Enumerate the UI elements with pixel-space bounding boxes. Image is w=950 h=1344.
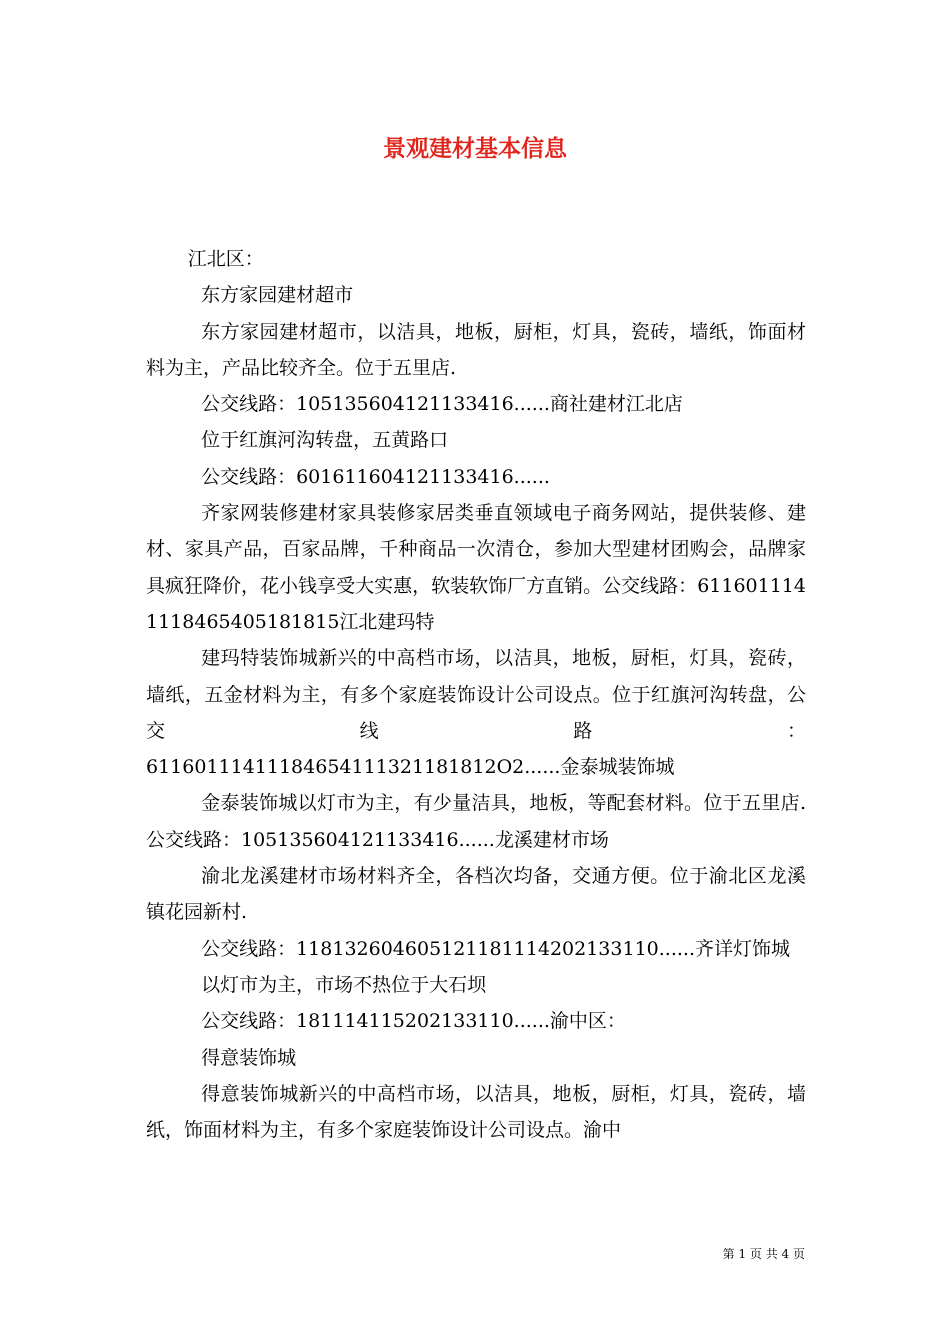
store-description: 得意装饰城新兴的中高档市场，以洁具，地板，厨柜，灯具，瓷砖，墙纸，饰面材料为主，有多个家庭装饰设计公司设点。渝中 [146,1082,806,1142]
store-description: 东方家园建材超市，以洁具，地板，厨柜，灯具，瓷砖，墙纸，饰面材料为主，产品比较齐全。位于五里店. [146,320,806,379]
bus-route: 公交线路：118132604605121181114202133110......齐详灯饰城 [201,937,790,960]
store-description: 金泰装饰城以灯市为主，有少量洁具，地板，等配套材料。位于五里店.公交线路：105135604121133416......龙溪建材市场 [146,792,806,851]
store-description: 齐家网装修建材家具装修家居类垂直领域电子商务网站，提供装修、建材、家具产品，百家品牌，千种商品一次清仓，参加大型建材团购会，品牌家具疯狂降价，花小钱享受大实惠，软装软饰厂方直销。公交线路：6116011141118465405181815江北建玛特 [146,502,806,633]
store-location: 位于红旗河沟转盘，五黄路口 [201,429,449,452]
bus-route: 公交线路：105135604121133416......商社建材江北店 [201,393,683,416]
store-description: 渝北龙溪建材市场材料齐全，各档次均备，交通方便。位于渝北区龙溪镇花园新村. [146,865,806,924]
store-description: 建玛特装饰城新兴的中高档市场，以洁具，地板，厨柜，灯具，瓷砖，墙纸，五金材料为主，有多个家庭装饰设计公司设点。位于红旗河沟转盘，公交线路： [146,647,806,742]
store-name: 得意装饰城 [201,1046,297,1069]
bus-route: 公交线路：181114115202133110......渝中区： [201,1010,626,1033]
page-number: 第 1 页 共 4 页 [722,1247,805,1261]
store-name: 东方家园建材超市 [201,284,354,307]
bus-route: 公交线路：601611604121133416...... [201,465,550,488]
store-description: 以灯市为主，市场不热位于大石坝 [201,973,487,996]
page-title: 景观建材基本信息 [383,135,567,162]
district-heading: 江北区： [187,248,264,270]
document-body [146,241,806,1148]
bus-route: 61160111411184654111321181812O2......金泰城装饰城 [146,756,675,779]
